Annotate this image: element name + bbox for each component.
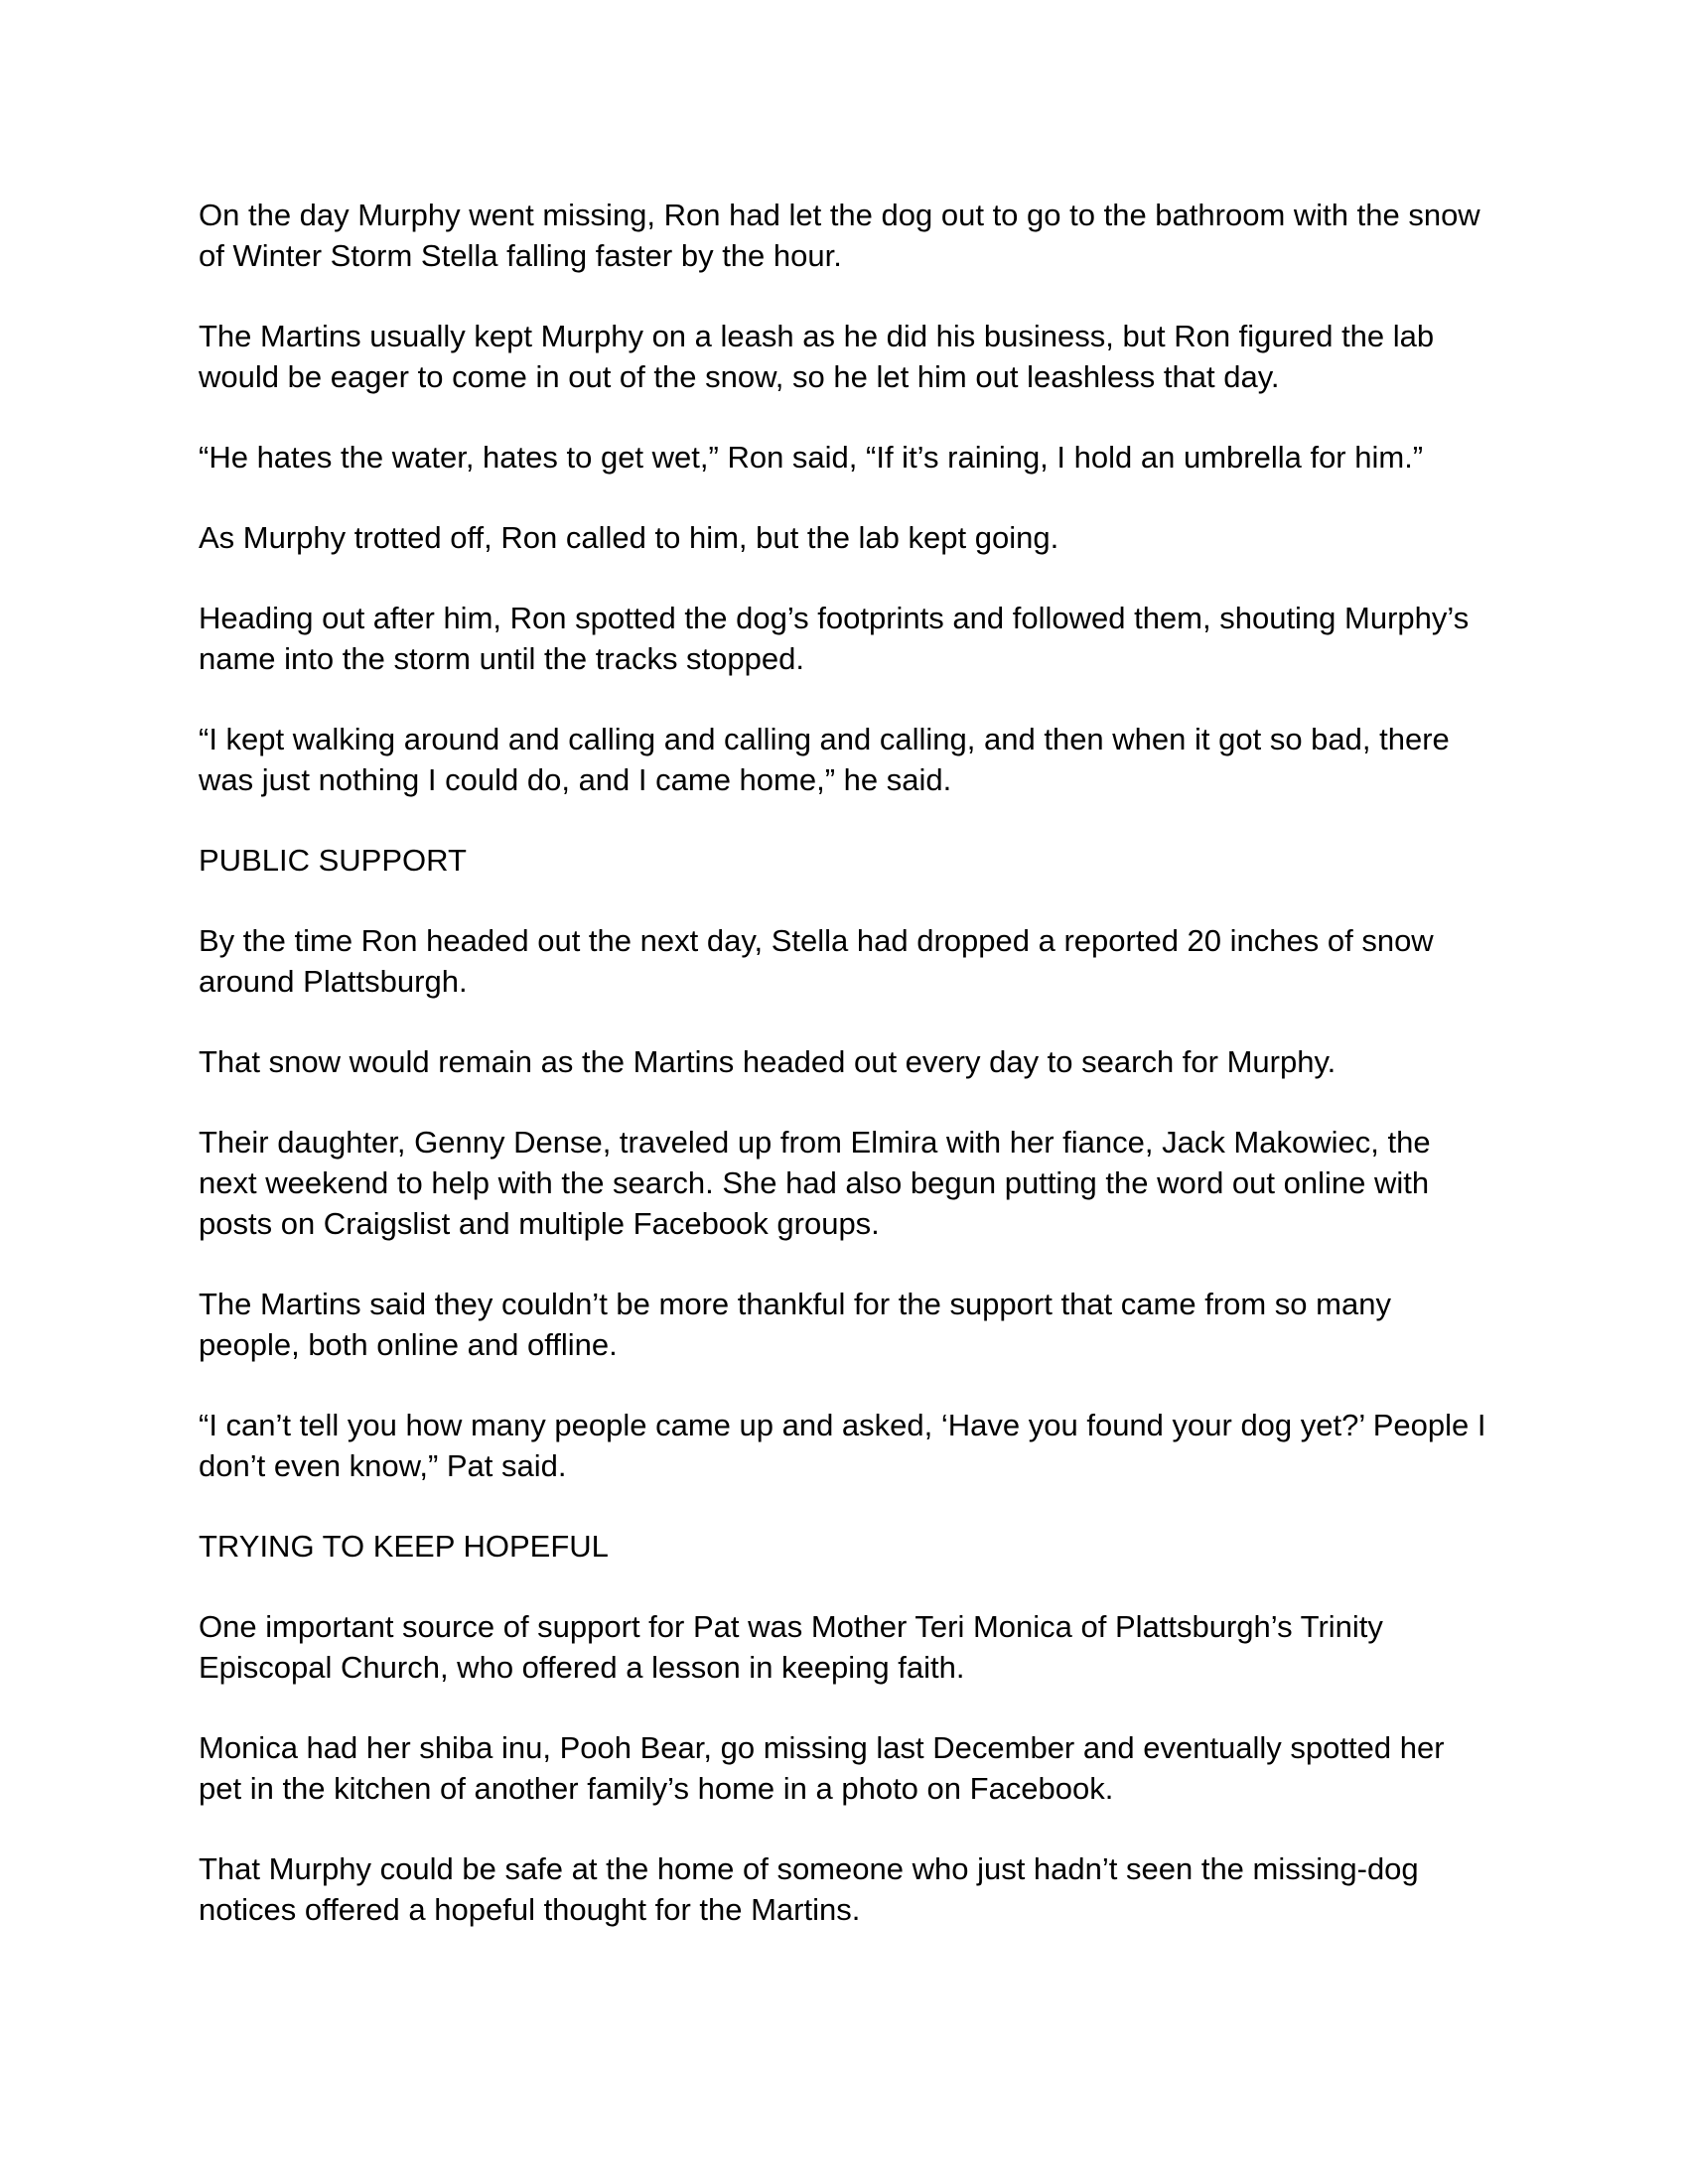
paragraph-murphy-missing: On the day Murphy went missing, Ron had let the dog out to go to the bathroom with the snow of Winter Storm Stella falling faster by the hour. [199,198,1480,273]
paragraph-trotted-off: As Murphy trotted off, Ron called to him, but the lab kept going. [199,520,1059,555]
paragraph-quote-water: “He hates the water, hates to get wet,” Ron said, “If it’s raining, I hold an umbrella for him.” [199,440,1424,475]
paragraph-quote-calling: “I kept walking around and calling and calling and calling, and then when it got so bad, there was just nothing I could do, and I came home,” he said. [199,722,1450,797]
paragraph-daughter: Their daughter, Genny Dense, traveled up from Elmira with her fiance, Jack Makowiec, the next weekend to help with the search. She had also begun putting the word out online with posts on Craigslist and multiple Facebook groups. [199,1125,1431,1241]
paragraph-thankful: The Martins said they couldn’t be more thankful for the support that came from so many people, both online and offline. [199,1287,1391,1362]
paragraph-pooh-bear: Monica had her shiba inu, Pooh Bear, go missing last December and eventually spotted her pet in the kitchen of another family’s home in a photo on Facebook. [199,1730,1445,1806]
paragraph-search-daily: That snow would remain as the Martins headed out every day to search for Murphy. [199,1044,1336,1079]
section-heading-public-support: PUBLIC SUPPORT [199,843,467,878]
paragraph-leash: The Martins usually kept Murphy on a leash as he did his business, but Ron figured the lab would be eager to come in out of the snow, so he let him out leashless that day. [199,319,1435,394]
document-page [199,195,1489,1970]
paragraph-hopeful-thought: That Murphy could be safe at the home of someone who just hadn’t seen the missing-dog notices offered a hopeful thought for the Martins. [199,1851,1419,1927]
paragraph-footprints: Heading out after him, Ron spotted the dog’s footprints and followed them, shouting Murphy’s name into the storm until the tracks stopped. [199,601,1470,676]
section-heading-keep-hopeful: TRYING TO KEEP HOPEFUL [199,1529,609,1564]
paragraph-snowfall: By the time Ron headed out the next day, Stella had dropped a reported 20 inches of snow around Plattsburgh. [199,923,1434,999]
paragraph-mother-teri: One important source of support for Pat was Mother Teri Monica of Plattsburgh’s Trinity Episcopal Church, who offered a lesson in keeping faith. [199,1609,1383,1685]
paragraph-quote-found-dog: “I can’t tell you how many people came up and asked, ‘Have you found your dog yet?’ People I don’t even know,” Pat said. [199,1408,1486,1483]
